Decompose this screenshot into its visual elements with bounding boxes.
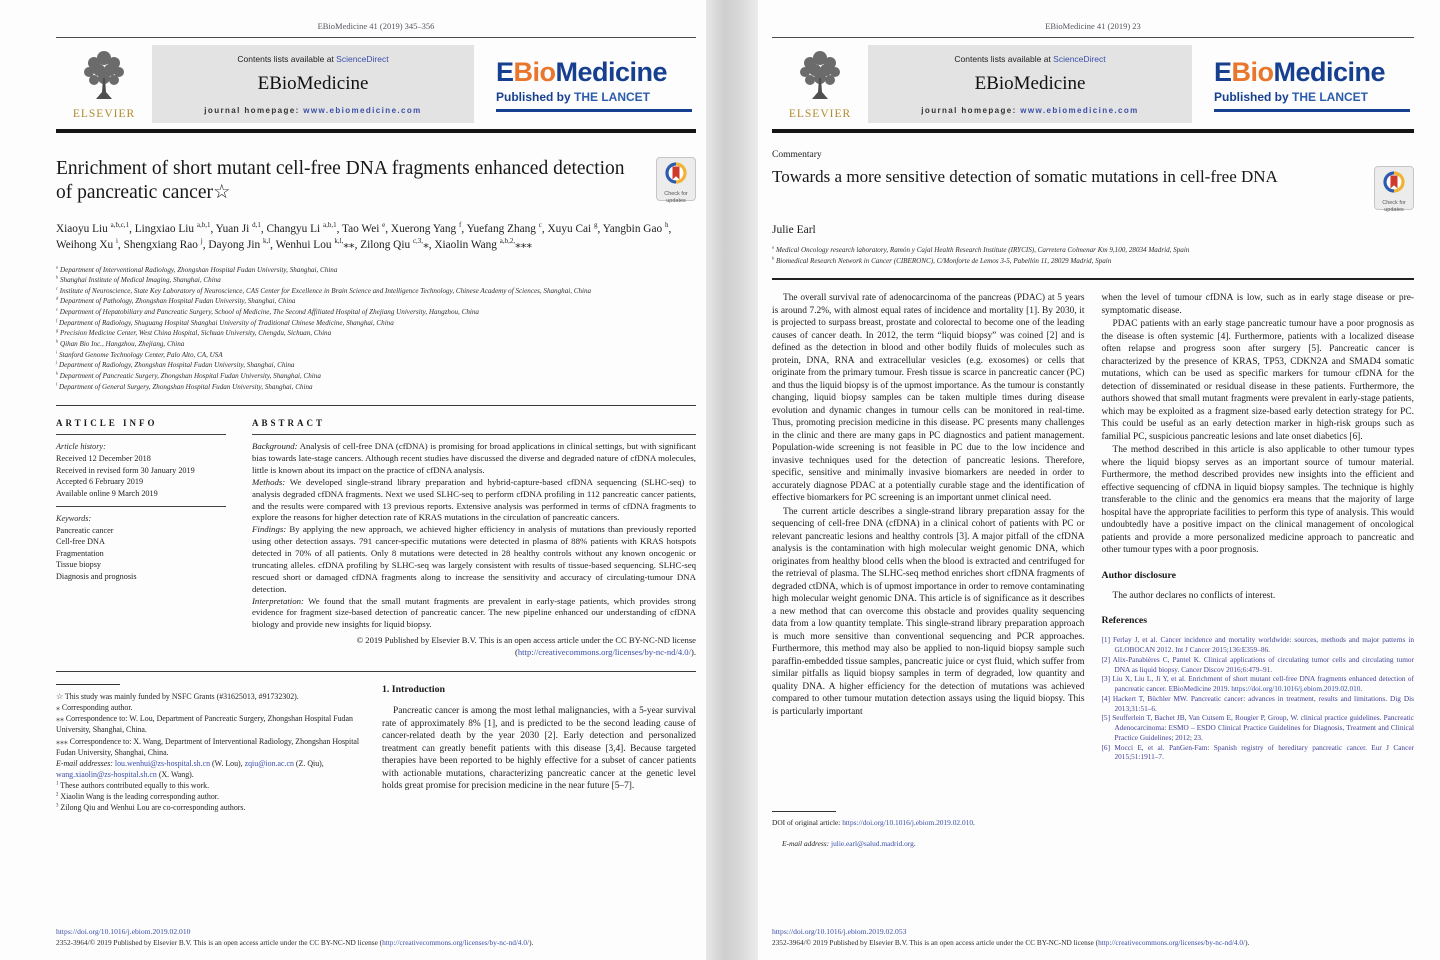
contents-prefix: Contents lists available at: [954, 54, 1054, 64]
lancet-wordmark: THE LANCET: [1292, 90, 1369, 104]
abstract-paragraphs: [252, 441, 696, 631]
commentary-footnotes: [772, 799, 1085, 848]
doi-link[interactable]: https://doi.org/10.1016/j.ebiom.2019.02.053: [772, 927, 907, 936]
check-for-updates-badge[interactable]: [656, 157, 696, 204]
elsevier-tree-icon: [795, 48, 845, 102]
homepage-line: [876, 106, 1184, 115]
crossmark-icon: [1376, 169, 1412, 195]
title-row: [772, 166, 1414, 213]
banner-bottom-rule: [56, 129, 696, 133]
ebiomedicine-logo: [1208, 45, 1414, 123]
body-paragraph: The current article describes a single-strand library preparation assay for the sequencing of cell-free DNA (cfDNA) in a clinical cohort of patients with PC or relevant pancreatic lesions and healthy controls [3]. A major pitfall of the cfDNA analysis is the contamination with high molecular weight genomic DNA, which originates from healthy blood cells when the blood is extracted and centrifuged for the retrieval of plasma. The SLHC-seq method enriches short cfDNA fragments of degraded ctDNA, which is of upmost importance in order to remove contaminating high molecular weight genomic DNA. This article is of significance as it describes a new method that can overcome this obstacle and provides quality sequencing data from a low quantity template. This single-strand library preparation approach is much more sensitive than conventional sequencing and PCR approaches. Furthermore, this method may also be applied to non-liquid biopsy sample such paraffin-embedded tissue samples, pancreatic juice or cyst fluid, which suffer from similar pitfalls as liquid biopsy samples in term of degraded, low quantity and quality DNA. A higher efficiency for the detection of mutations was achieved compared to other tumour mutation detection assays using the liquid biopsy. This is particularly important: [772, 506, 1085, 717]
logo-e: E: [1214, 57, 1232, 87]
affiliation: $^a$ Department of Interventional Radiology, Zhongshan Hospital Fudan University, Shanghai, China: [56, 264, 338, 274]
info-abstract-block: [56, 406, 696, 658]
journal-name: EBioMedicine: [974, 73, 1086, 94]
link[interactable]: wang.xiaolin@zs-hospital.sh.cn: [56, 769, 157, 779]
journal-banner: [772, 38, 1414, 129]
logo-medicine: Medicine: [555, 57, 668, 87]
reference: [3] Liu X, Liu L, Ji Y, et al. Enrichment of short mutant cell-free DNA fragments enhanced detection of pancreatic cancer. EBioMedicine 2019. https://doi.org/10.1016/j.ebiom.2019.02.010.: [1101, 674, 1414, 694]
body-paragraph: PDAC patients with an early stage pancreatic tumour have a poor prognosis as the disease is often systemic [4]. Furthermore, patients with a localized disease often relapse and progress soon after surgery [5]. Pancreatic cancer is characterized by the presence of KRAS, TP53, CDKN2A and SMAD4 somatic mutations, which can be used as specific markers for tumour cfDNA for the detection of disseminated or residual disease in these patients. Furthermore, the authors showed that small mutant fragments were prevalent in early-stage patients, which may be exploited as a fragment size-based early detection strategy for PC. This could be useful as an early detection marker in high-risk groups such as familial PC, suspicious pancreatic lesions and late onset diabetics [6].: [1101, 319, 1414, 442]
affiliation: $^l$ Department of General Surgery, Zhongshan Hospital Fudan University, Shanghai, China: [56, 381, 313, 391]
check-updates-label-2: updates: [1384, 206, 1404, 213]
check-for-updates-badge[interactable]: [1374, 166, 1414, 213]
homepage-link[interactable]: www.ebiomedicine.com: [303, 106, 422, 115]
crossmark-icon: [658, 160, 694, 186]
link[interactable]: http://creativecommons.org/licenses/by-nc-nd/4.0/: [517, 647, 691, 658]
contents-prefix: Contents lists available at: [237, 54, 337, 64]
abstract-paragraph: Background: Analysis of cell-free DNA (cfDNA) is promising for broad applications in clinical settings, but with significant bias towards late-stage cancers. Although recent studies have discussed the diverse and degraded nature of cfDNA molecules, little is known about its impact on the practice of cfDNA analysis.: [252, 441, 696, 475]
check-updates-label-2: updates: [666, 197, 686, 204]
banner-bottom-rule: [772, 129, 1414, 133]
logo-underline: [1214, 109, 1410, 112]
elsevier-logo[interactable]: [56, 45, 152, 123]
first-page-bottom: [56, 672, 696, 842]
footnote-rule: [56, 684, 120, 685]
footnote: $^3$ Zilong Qiu and Wenhui Lou are co-corresponding authors.: [56, 802, 246, 812]
homepage-link[interactable]: www.ebiomedicine.com: [1020, 106, 1139, 115]
body-paragraph: The method described in this article is also applicable to other tumour types where the liquid biopsy serves as an important source of tumour material. Furthermore, the method described provides new insights into the efficient and effective sequencing of cfDNA in liquid biopsy samples. The technique is highly transferable to the clinic and the genomics era means that the majority of large hospital have the appropriate facilities to perform this type of analysis. This would undoubtedly have a positive impact on the clinical management of oncological patients and provide a more personalized medicine approach to pancreatic and other tumour types with a poor prognosis.: [1101, 445, 1414, 556]
check-updates-label-1: Check for: [1382, 200, 1406, 206]
contents-line: [160, 54, 466, 64]
abstract-paragraph: Interpretation: We found that the small mutant fragments are prevalent in early-stage patients, which provides strong evidence for fragment size-based detection of pancreatic cancer. The new pipeline enhanced our understanding of cfDNA biology and provide new insights for liquid biopsy.: [252, 595, 696, 630]
issn-license-line: 2352-3964/© 2019 Published by Elsevier B.V. This is an open access article under the CC BY-NC-ND license (http://creativecommons.org/licenses/by-nc-nd/4.0/).: [772, 938, 1250, 947]
page-footer: [772, 927, 1414, 960]
footnote: $^1$ These authors contributed equally to this work.: [56, 780, 210, 790]
doi-link[interactable]: https://doi.org/10.1016/j.ebiom.2019.02.010: [56, 927, 191, 936]
elsevier-logo[interactable]: [772, 45, 868, 123]
check-updates-label-1: Check for: [664, 191, 688, 197]
elsevier-tree-icon: [79, 48, 129, 102]
link[interactable]: lou.wenhui@zs-hospital.sh.cn: [114, 758, 211, 768]
rule: [252, 434, 696, 435]
sciencedirect-link[interactable]: ScienceDirect: [336, 54, 389, 64]
published-by-line: [1214, 90, 1414, 104]
link[interactable]: zqiu@ion.ac.cn: [244, 758, 294, 768]
author-disclosure-text: The author declares no conflicts of interest.: [1112, 590, 1276, 601]
logo-bio: Bio: [1231, 57, 1274, 87]
keyword: Diagnosis and prognosis: [56, 572, 137, 582]
page-right-commentary: [758, 0, 1440, 960]
affiliation: $^b$ Shanghai Institute of Medical Imaging, Shanghai, China: [56, 274, 221, 285]
article-title: Enrichment of short mutant cell-free DNA fragments enhanced detection of pancreatic cancer☆: [56, 158, 625, 204]
journal-banner: [56, 38, 696, 129]
journal-citation: EBioMedicine 41 (2019) 23: [1045, 21, 1141, 31]
history-entry: Received in revised form 30 January 2019: [56, 465, 195, 475]
email-line: E-mail address: julie.earl@salud.madrid.org.: [782, 839, 916, 849]
reference: [4] Hackert T, Büchler MW. Pancreatic cancer: advances in treatment, results and limitations. Dig Dis 2013;31:51–6.: [1101, 693, 1414, 713]
introduction-paragraph: Pancreatic cancer is among the most lethal malignancies, with a 5-year survival rate of approximately 8% [1], and is predicted to be the second leading cause of cancer-related death by the year 2030 [2]. Early detection and personalized treatment can greatly benefit patients with this disease [3,4]. Because targeted therapies have been reported to be highly effective for a subset of cancer patients with actionable mutations, characterizing pancreatic cancer at the genetic level holds great promise for precision medicine in the near future [5–7].: [382, 706, 696, 792]
keywords-list: [56, 525, 226, 583]
affiliation: $^b$ Biomedical Research Network in Cancer (CIBERONC), C/Monforte de Lemos 3-5, Pabellón 11, 28029 Madrid, Spain: [772, 255, 1112, 265]
history-entry: Available online 9 March 2019: [56, 489, 158, 498]
footnote-list: [56, 691, 364, 813]
logo-underline: [496, 109, 692, 112]
ebiomedicine-wordmark: [496, 57, 696, 88]
abstract-column: [252, 418, 696, 658]
homepage-prefix: journal homepage:: [204, 106, 304, 115]
journal-info-box: [868, 45, 1192, 123]
keyword: Cell-free DNA: [56, 537, 105, 547]
lancet-wordmark: THE LANCET: [574, 90, 651, 104]
affiliation: $^i$ Stanford Genome Technology Center, Palo Alto, CA, USA: [56, 349, 223, 359]
abstract-paragraph: Findings: By applying the new approach, we achieved higher efficiency in analysis of mutations than previously reported using other detection assays. 791 cancer-specific mutations were detected in plasma of 88% patients with KRAS hotspots detected in 70% of all patients. Only 8 mutations were detected in 28 healthy controls without any known oncogenic or truncating alleles. cfDNA profiling by SLHC-seq was largely consistent with results of tissue-based sequencing. SLHC-seq rescued short or damaged cfDNA fragments along to increase the sensitivity and accuracy of circulating-tumour DNA detection.: [252, 524, 696, 594]
reference: [6] Mocci E, et al. PanGen-Fam: Spanish registry of hereditary pancreatic cancer. Eur J Cancer 2015;51:1911–7.: [1101, 742, 1414, 762]
journal-name: EBioMedicine: [257, 73, 369, 94]
page-gutter: [706, 0, 758, 960]
keyword: Pancreatic cancer: [56, 525, 114, 535]
author-name: Julie Earl: [772, 224, 816, 236]
body-paragraph: The overall survival rate of adenocarcinoma of the pancreas (PDAC) at 5 years is around 7.2%, with almost equal rates of incidence and mortality [1]. By 2030, it is projected to surpass breast, prostate and colorectal to become one of the leading causes of cancer death. In 2012, the term “liquid biopsy” was coined [2] and is defined as the detection in blood and other bodily fluids of molecules such as protein, DNA, RNA and extracellular vesicles (e.g. exosomes) or cells that originate from the primary tumour. Fresh tissue is scarce in pancreatic cancer (PC) and thus the liquid biopsy is of the upmost importance. As the tumour is constantly changing, liquid biopsy samples can be taken multiple times during disease evolution and dynamic changes in tumour cells can be monitored in real-time. Thus, promoting precision medicine in this disease. PC presents many challenges in the clinic and there are many gaps in PC diagnostics and patient management. Population-wide screening is not feasible in PC due to the low incidence and invasive techniques used for the detection of pancreatic lesions. Therefore, specific, sensitive and minimally invasive biomarkers are needed in order to accurately diagnose PDAC at a potentially curable stage and the identification of effective biomarkers for PC screening is an important unmet clinical need.: [772, 293, 1085, 504]
affiliation: $^d$ Department of Pathology, Zhongshan Hospital Fudan University, Shanghai, China: [56, 296, 296, 306]
article-title: Towards a more sensitive detection of somatic mutations in cell-free DNA: [772, 167, 1278, 186]
body-column-2: [1102, 292, 1415, 848]
history-entry: Received 12 December 2018: [56, 454, 151, 464]
affiliation-list: [772, 245, 1414, 266]
abstract-paragraph: Methods: We developed single-strand library preparation and hybrid-capture-based cfDNA sequencing (SLHC-seq) to analysis degraded cfDNA fragments. Next we used SLHC-seq to perform cfDNA profiling in 112 pancreatic cancer patients, and the results were compared with 13 previous reports. Extensive analysis was performed in terms of cfDNA fragments to explore the reasons for higher detection rate of KRAS mutations in the circulation of pancreatic cancers.: [252, 476, 696, 523]
keywords-label: Keywords:: [56, 513, 92, 523]
reference: [2] Alix-Panabières C, Pantel K. Clinical applications of circulating tumor cells and circulating tumor DNA as liquid biopsy. Cancer Discov 2016;6:479–91.: [1101, 654, 1414, 674]
issn-license-line: 2352-3964/© 2019 Published by Elsevier B.V. This is an open access article under the CC BY-NC-ND license (http://creativecommons.org/licenses/by-nc-nd/4.0/).: [56, 938, 534, 947]
logo-bio: Bio: [513, 57, 556, 87]
affiliation: $^k$ Department of Pancreatic Surgery, Zhongshan Hospital Fudan University, Shanghai, China: [56, 370, 321, 380]
link[interactable]: http://creativecommons.org/licenses/by-nc-nd/4.0/: [1098, 938, 1246, 947]
footnote: E-mail addresses: lou.wenhui@zs-hospital.sh.cn (W. Lou), zqiu@ion.ac.cn (Z. Qiu), wang.xiaolin@zs-hospital.sh.cn (X. Wang).: [56, 758, 324, 779]
link[interactable]: http://creativecommons.org/licenses/by-nc-nd/4.0/: [382, 938, 530, 947]
abstract-copyright: © 2019 Published by Elsevier B.V. This is an open access article under the CC BY-NC-ND license (http://creativecommons.org/licenses/by-nc-nd/4.0/).: [356, 635, 696, 658]
footnote: ⁎⁎⁎ Correspondence to: X. Wang, Department of Interventional Radiology, Zhongshan Hospital Fudan University, Shanghai, China.: [56, 736, 360, 757]
link[interactable]: https://doi.org/10.1016/j.ebiom.2019.02.010: [842, 818, 974, 828]
elsevier-wordmark: ELSEVIER: [72, 108, 136, 120]
author-list: Xiaoyu Liu $^{a,b,c,1}$, Lingxiao Liu $^{a,b,1}$, Yuan Ji $^{d,1}$, Changyu Li $^{a,b,1}$, Tao Wei $^e$, Xuerong Yang $^f$, Yuefang Zhang $^c$, Xuyu Cai $^g$, Yangbin Gao $^h$, Weihong Xu $^i$, Shengxiang Rao $^j$, Dayong Jin $^{k,l}$, Wenhui Lou $^{k,l,}$⁎⁎, Zilong Qiu $^{c,3,}$⁎, Xiaolin Wang $^{a,b,2,}$⁎⁎⁎: [56, 220, 672, 252]
introduction-column: [382, 680, 696, 842]
body-columns: [772, 292, 1414, 848]
logo-e: E: [496, 57, 514, 87]
body-paragraph: when the level of tumour cfDNA is low, such as in early stage disease or pre-symptomatic disease.: [1101, 293, 1414, 316]
body-column-1: [772, 292, 1085, 848]
reference: [1] Ferlay J, et al. Cancer incidence and mortality worldwide: sources, methods and major patterns in GLOBOCAN 2012. Int J Cancer 2015;136:E359–86.: [1101, 635, 1414, 655]
affiliation: $^j$ Department of Radiology, Zhongshan Hospital Fudan University, Shanghai, China: [56, 359, 295, 370]
affiliation: $^e$ Department of Hepatobiliary and Pancreatic Surgery, School of Medicine, The Second Affiliated Hospital of Zhejiang University, Hangzhou, China: [56, 306, 479, 317]
affiliation: $^f$ Department of Radiology, Shuguang Hospital Shanghai University of Traditional Chinese Medicine, Shanghai, China: [56, 317, 394, 327]
affiliation: $^g$ Precision Medicine Center, West China Hospital, Sichuan University, Chengdu, Sichuan, China: [56, 327, 332, 338]
link[interactable]: https://doi.org/10.1016/j.ebiom.2019.02.010: [1231, 684, 1361, 694]
journal-info-box: [152, 45, 474, 123]
article-history-label: Article history:: [56, 442, 106, 452]
keyword: Tissue biopsy: [56, 560, 101, 570]
affiliation: $^h$ Qihan Bio Inc., Hangzhou, Zhejiang, China: [56, 338, 185, 348]
link[interactable]: julie.earl@salud.madrid.org: [831, 839, 914, 849]
author-disclosure-heading: Author disclosure: [1101, 569, 1176, 581]
homepage-line: [160, 106, 466, 115]
published-by-line: [496, 90, 696, 104]
published-by: Published by: [1214, 90, 1293, 104]
homepage-prefix: journal homepage:: [921, 106, 1021, 115]
affiliation: $^a$ Medical Oncology research laboratory, Ramón y Cajal Health Research Institute (IRYCIS), Carretera Colmenar Km 9,100, 28034 Madrid, Spain: [772, 244, 1190, 254]
footnote: ⁎⁎ Correspondence to: W. Lou, Department of Pancreatic Surgery, Zhongshan Hospital Fudan University, Shanghai, China.: [56, 714, 353, 735]
page-left-article: [0, 0, 706, 960]
reference-list: [1102, 635, 1415, 762]
ebiomedicine-wordmark: [1214, 57, 1414, 88]
title-block-rule: [772, 278, 1414, 280]
introduction-heading: 1. Introduction: [382, 684, 445, 696]
article-history-list: [56, 453, 226, 500]
article-info-heading: ARTICLE INFO: [56, 418, 158, 429]
logo-medicine: Medicine: [1273, 57, 1386, 87]
sciencedirect-link[interactable]: ScienceDirect: [1053, 54, 1106, 64]
affiliation: $^c$ Institute of Neuroscience, State Key Laboratory of Neuroscience, CAS Center for Excellence in Brain Science and Intelligence Technology, Chinese Academy of Sciences, Shanghai, China: [56, 285, 592, 295]
footnote: $^2$ Xiaolin Wang is the leading corresponding author.: [56, 791, 219, 801]
elsevier-wordmark: ELSEVIER: [788, 108, 852, 120]
references-heading: References: [1101, 615, 1148, 627]
history-entry: Accepted 6 February 2019: [56, 477, 144, 487]
ebiomedicine-logo: [490, 45, 696, 123]
footnote: ☆ This study was mainly funded by NSFC Grants (#31625013, #91732302).: [56, 692, 299, 702]
footnote: ⁎ Corresponding author.: [56, 703, 133, 713]
reference: [5] Seufferlein T, Bachet JB, Van Cutsem E, Rougier P, Group, W. clinical practice guidelines. Pancreatic Adenocarcinoma: ESMO – ESDO Clinical Practice Guidelines for Diagnosis, Treatment and Clinical Practice Guidelines; 2012; 23.: [1101, 713, 1414, 742]
footnotes-column: [56, 680, 364, 842]
contents-line: [876, 54, 1184, 64]
doi-of-original-line: DOI of original article: https://doi.org/10.1016/j.ebiom.2019.02.010.: [772, 818, 975, 828]
rule: [56, 506, 226, 507]
footnote-rule: [772, 811, 836, 812]
page-footer: [56, 927, 696, 960]
keyword: Fragmentation: [56, 548, 104, 558]
article-info-column: [56, 418, 226, 658]
abstract-heading: ABSTRACT: [252, 418, 326, 429]
affiliation-list: [56, 265, 696, 393]
article-type-kicker: Commentary: [772, 150, 822, 160]
journal-citation: EBioMedicine 41 (2019) 345–356: [317, 21, 435, 31]
published-by: Published by: [496, 90, 575, 104]
rule: [56, 434, 226, 435]
title-row: [56, 157, 696, 206]
